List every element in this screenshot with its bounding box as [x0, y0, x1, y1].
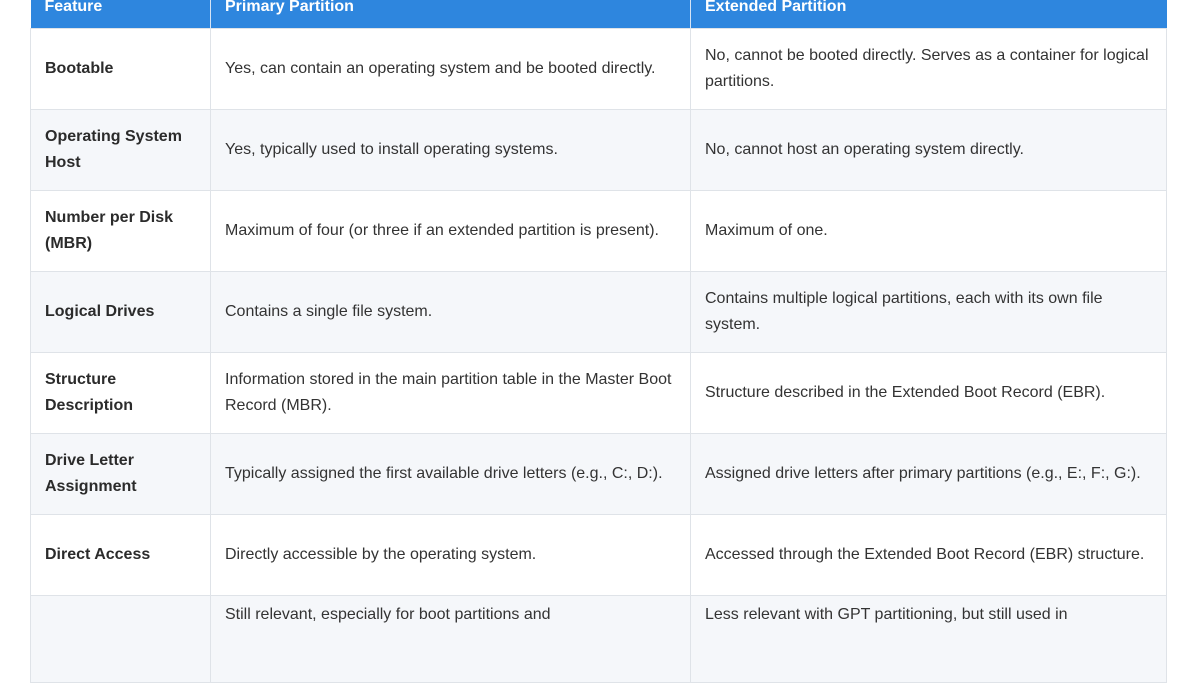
extended-cell: No, cannot be booted directly. Serves as a container for logical partitions. [691, 29, 1167, 110]
primary-cell: Typically assigned the first available drive letters (e.g., C:, D:). [211, 434, 691, 515]
header-primary-partition: Primary Partition [211, 0, 691, 29]
table-row [31, 272, 1167, 353]
primary-cell: Directly accessible by the operating system. [211, 515, 691, 596]
table-header-row [31, 0, 1167, 29]
extended-cell: Contains multiple logical partitions, each with its own file system. [691, 272, 1167, 353]
table-row [31, 515, 1167, 596]
feature-cell: Structure Description [31, 353, 211, 434]
extended-cell: Accessed through the Extended Boot Record (EBR) structure. [691, 515, 1167, 596]
table-row [31, 110, 1167, 191]
extended-cell: Maximum of one. [691, 191, 1167, 272]
feature-cell: Bootable [31, 29, 211, 110]
extended-cell: No, cannot host an operating system directly. [691, 110, 1167, 191]
extended-cell: Assigned drive letters after primary partitions (e.g., E:, F:, G:). [691, 434, 1167, 515]
table-row [31, 191, 1167, 272]
comparison-table-container [30, 0, 1166, 683]
feature-cell: Number per Disk (MBR) [31, 191, 211, 272]
primary-cell: Yes, typically used to install operating systems. [211, 110, 691, 191]
header-feature: Feature [31, 0, 211, 29]
partition-comparison-table [30, 0, 1167, 683]
primary-cell: Still relevant, especially for boot partitions and [211, 596, 691, 683]
feature-cell [31, 596, 211, 683]
table-row [31, 434, 1167, 515]
feature-cell: Direct Access [31, 515, 211, 596]
feature-cell: Drive Letter Assignment [31, 434, 211, 515]
primary-cell: Maximum of four (or three if an extended partition is present). [211, 191, 691, 272]
primary-cell: Contains a single file system. [211, 272, 691, 353]
primary-cell: Information stored in the main partition table in the Master Boot Record (MBR). [211, 353, 691, 434]
table-row [31, 353, 1167, 434]
extended-cell: Structure described in the Extended Boot Record (EBR). [691, 353, 1167, 434]
table-row [31, 596, 1167, 683]
feature-cell: Operating System Host [31, 110, 211, 191]
table-row [31, 29, 1167, 110]
feature-cell: Logical Drives [31, 272, 211, 353]
extended-cell: Less relevant with GPT partitioning, but still used in [691, 596, 1167, 683]
header-extended-partition: Extended Partition [691, 0, 1167, 29]
primary-cell: Yes, can contain an operating system and be booted directly. [211, 29, 691, 110]
